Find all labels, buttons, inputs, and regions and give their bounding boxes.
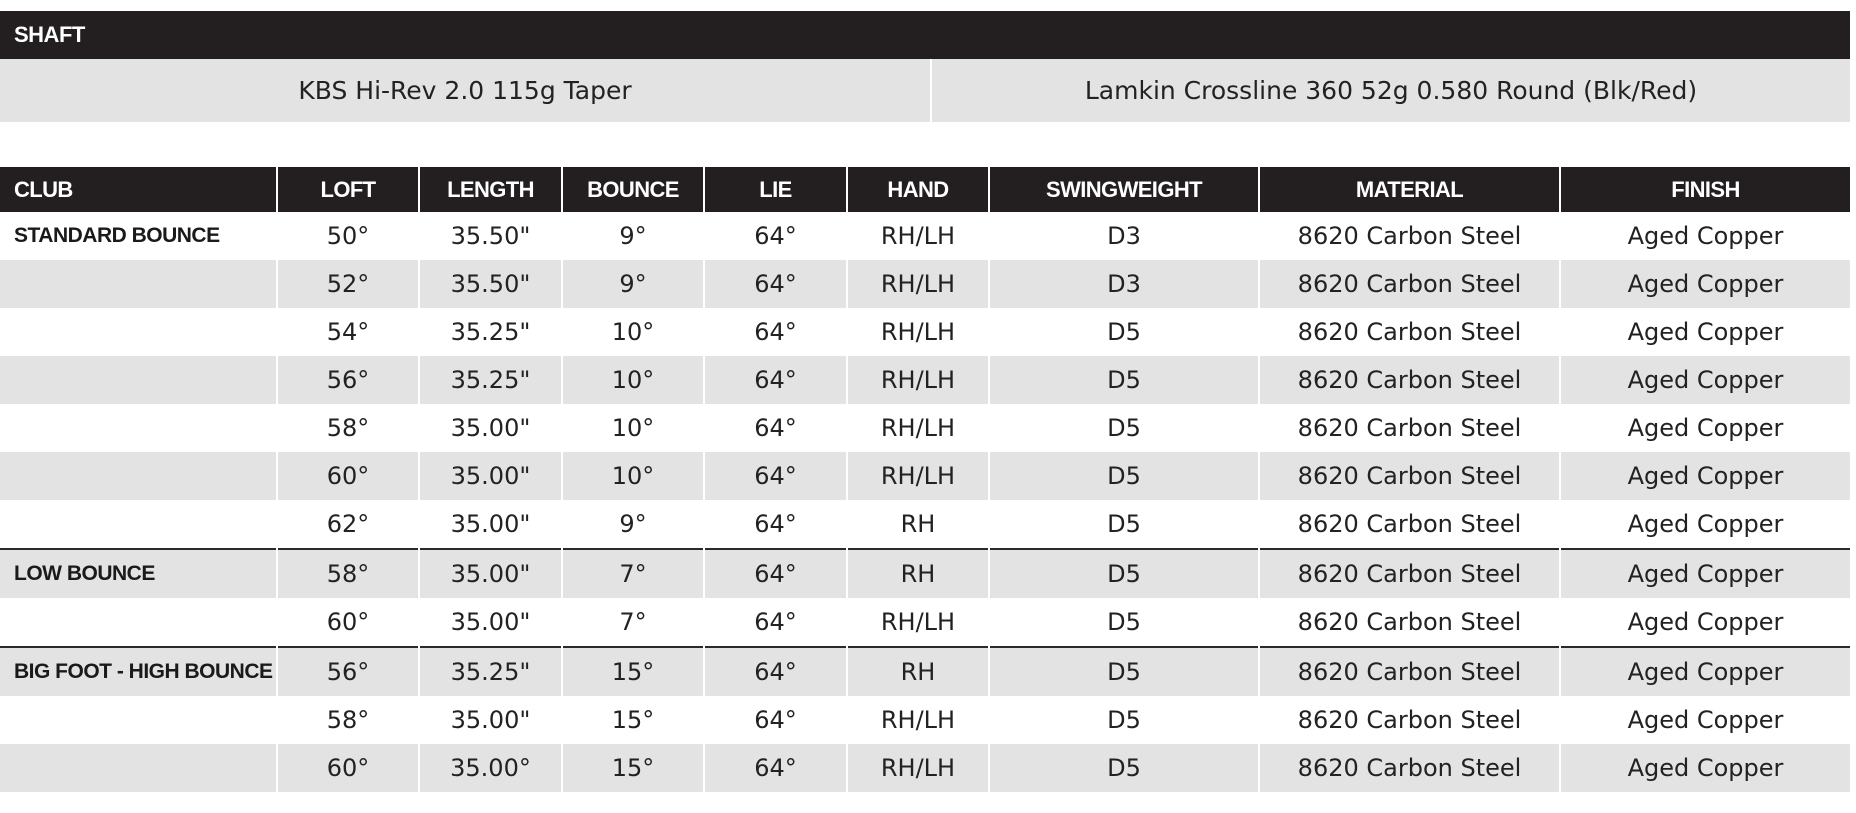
cell-finish: Aged Copper: [1627, 222, 1784, 250]
cell-club: [0, 260, 277, 308]
cell-lie: 64°: [704, 308, 847, 356]
cell-swingweight: D3: [989, 212, 1259, 260]
cell-swingweight: D5: [989, 500, 1259, 549]
table-row: [0, 598, 1850, 647]
table-row: [0, 356, 1850, 404]
cell-finish: Aged Copper: [1627, 510, 1784, 538]
cell-lie: 64°: [704, 598, 847, 647]
cell-material: 8620 Carbon Steel: [1259, 452, 1560, 500]
cell-lie: 64°: [704, 696, 847, 744]
cell-length: 35.00": [419, 500, 562, 549]
cell-bounce: 9°: [562, 212, 704, 260]
cell-club: LOW BOUNCE: [0, 549, 277, 598]
cell-length: 35.00": [419, 549, 562, 598]
cell-material: 8620 Carbon Steel: [1259, 308, 1560, 356]
cell-bounce: 7°: [562, 598, 704, 647]
header-finish: FINISH: [1560, 167, 1850, 212]
cell-club: [0, 452, 277, 500]
cell-loft: 52°: [277, 260, 419, 308]
header-club: CLUB: [0, 167, 277, 212]
cell-length: 35.25": [419, 647, 562, 696]
cell-swingweight: D5: [989, 404, 1259, 452]
cell-length: 35.00": [419, 404, 562, 452]
cell-lie: 64°: [704, 647, 847, 696]
cell-club: [0, 356, 277, 404]
cell-swingweight: D5: [989, 696, 1259, 744]
cell-hand: RH/LH: [847, 452, 989, 500]
cell-hand: RH: [847, 500, 989, 549]
cell-bounce: 10°: [562, 404, 704, 452]
cell-swingweight: D5: [989, 356, 1259, 404]
cell-swingweight: D5: [989, 598, 1259, 647]
cell-hand: RH/LH: [847, 212, 989, 260]
cell-finish: Aged Copper: [1627, 706, 1784, 734]
header-bounce: BOUNCE: [562, 167, 704, 212]
cell-swingweight: D5: [989, 308, 1259, 356]
cell-length: 35.00°: [419, 744, 562, 792]
cell-material: 8620 Carbon Steel: [1259, 404, 1560, 452]
cell-loft: 50°: [277, 212, 419, 260]
cell-loft: 58°: [277, 696, 419, 744]
cell-material: 8620 Carbon Steel: [1259, 212, 1560, 260]
cell-material: 8620 Carbon Steel: [1259, 549, 1560, 598]
cell-bounce: 9°: [562, 500, 704, 549]
table-row: [0, 452, 1850, 500]
cell-lie: 64°: [704, 500, 847, 549]
table-row: [0, 212, 1850, 260]
cell-club: STANDARD BOUNCE: [0, 212, 277, 260]
cell-material: 8620 Carbon Steel: [1259, 598, 1560, 647]
cell-lie: 64°: [704, 404, 847, 452]
cell-finish: Aged Copper: [1627, 414, 1784, 442]
cell-material: 8620 Carbon Steel: [1259, 356, 1560, 404]
header-lie: LIE: [704, 167, 847, 212]
cell-club: [0, 598, 277, 647]
cell-hand: RH/LH: [847, 696, 989, 744]
cell-club: [0, 404, 277, 452]
cell-material: 8620 Carbon Steel: [1259, 696, 1560, 744]
cell-loft: 60°: [277, 452, 419, 500]
shaft-title: SHAFT: [0, 11, 1850, 59]
cell-hand: RH/LH: [847, 598, 989, 647]
cell-lie: 64°: [704, 212, 847, 260]
header-length: LENGTH: [419, 167, 562, 212]
cell-finish: Aged Copper: [1560, 356, 1850, 404]
cell-loft: 56°: [277, 647, 419, 696]
cell-finish: Aged Copper: [1627, 608, 1784, 636]
cell-length: 35.25": [419, 356, 562, 404]
grip-spec: Lamkin Crossline 360 52g 0.580 Round (Blk/Red): [1084, 76, 1698, 105]
shaft-row: [0, 59, 1850, 122]
cell-material: 8620 Carbon Steel: [1259, 744, 1560, 792]
cell-bounce: 10°: [562, 356, 704, 404]
cell-finish: Aged Copper: [1560, 260, 1850, 308]
cell-lie: 64°: [704, 744, 847, 792]
cell-finish: Aged Copper: [1627, 318, 1784, 346]
cell-bounce: 9°: [562, 260, 704, 308]
cell-finish: Aged Copper: [1560, 744, 1850, 792]
table-row: [0, 308, 1850, 356]
header-hand: HAND: [847, 167, 989, 212]
cell-finish: Aged Copper: [1560, 647, 1850, 696]
cell-lie: 64°: [704, 260, 847, 308]
header-swingweight: SWINGWEIGHT: [989, 167, 1259, 212]
cell-bounce: 7°: [562, 549, 704, 598]
cell-club: [0, 696, 277, 744]
cell-hand: RH: [847, 647, 989, 696]
cell-bounce: 10°: [562, 452, 704, 500]
cell-finish: Aged Copper: [1560, 452, 1850, 500]
header-material: MATERIAL: [1259, 167, 1560, 212]
table-row: [0, 696, 1850, 744]
table-row: [0, 404, 1850, 452]
cell-swingweight: D5: [989, 452, 1259, 500]
cell-bounce: 10°: [562, 308, 704, 356]
cell-material: 8620 Carbon Steel: [1259, 500, 1560, 549]
cell-hand: RH/LH: [847, 308, 989, 356]
cell-club: [0, 744, 277, 792]
cell-length: 35.50": [419, 212, 562, 260]
header-loft: LOFT: [277, 167, 419, 212]
cell-loft: 58°: [277, 404, 419, 452]
cell-finish: Aged Copper: [1560, 549, 1850, 598]
cell-lie: 64°: [704, 356, 847, 404]
specs-table: [0, 167, 1850, 792]
cell-swingweight: D5: [989, 744, 1259, 792]
cell-club: [0, 500, 277, 549]
cell-loft: 60°: [277, 744, 419, 792]
cell-club: BIG FOOT - HIGH BOUNCE: [0, 647, 277, 696]
cell-bounce: 15°: [562, 744, 704, 792]
table-row: [0, 647, 1850, 696]
cell-hand: RH: [847, 549, 989, 598]
cell-hand: RH/LH: [847, 404, 989, 452]
table-row: [0, 260, 1850, 308]
cell-bounce: 15°: [562, 647, 704, 696]
table-row: [0, 549, 1850, 598]
cell-loft: 62°: [277, 500, 419, 549]
cell-hand: RH/LH: [847, 744, 989, 792]
cell-length: 35.25": [419, 308, 562, 356]
cell-length: 35.00": [419, 452, 562, 500]
cell-swingweight: D3: [989, 260, 1259, 308]
cell-length: 35.00": [419, 598, 562, 647]
table-row: [0, 744, 1850, 792]
cell-loft: 58°: [277, 549, 419, 598]
cell-swingweight: D5: [989, 549, 1259, 598]
cell-hand: RH/LH: [847, 356, 989, 404]
cell-material: 8620 Carbon Steel: [1259, 260, 1560, 308]
table-row: [0, 500, 1850, 549]
cell-swingweight: D5: [989, 647, 1259, 696]
cell-material: 8620 Carbon Steel: [1259, 647, 1560, 696]
table-body: [0, 212, 1850, 792]
cell-lie: 64°: [704, 452, 847, 500]
cell-loft: 56°: [277, 356, 419, 404]
shaft-spec: KBS Hi-Rev 2.0 115g Taper: [0, 59, 932, 122]
cell-club: [0, 308, 277, 356]
cell-lie: 64°: [704, 549, 847, 598]
cell-bounce: 15°: [562, 696, 704, 744]
table-header-row: [0, 167, 1850, 212]
cell-length: 35.00": [419, 696, 562, 744]
cell-hand: RH/LH: [847, 260, 989, 308]
cell-loft: 54°: [277, 308, 419, 356]
cell-loft: 60°: [277, 598, 419, 647]
shaft-section: [0, 11, 1850, 122]
cell-length: 35.50": [419, 260, 562, 308]
